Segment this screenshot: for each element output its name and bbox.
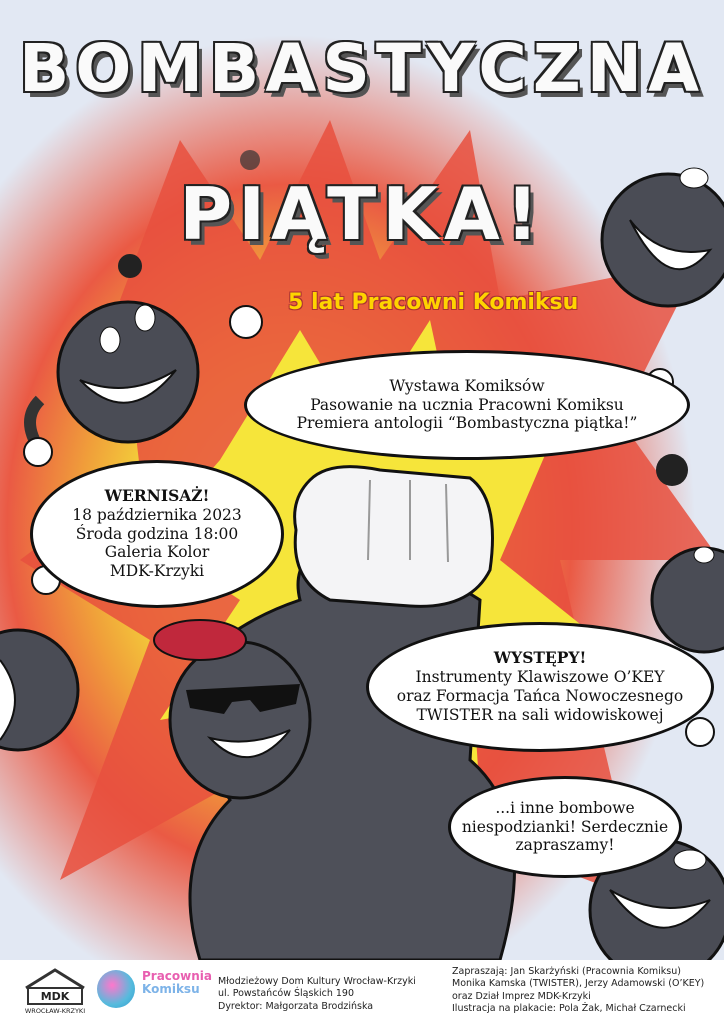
- mdk-logo-subtext: WROCŁAW-KRZYKI: [24, 1007, 86, 1015]
- opening-line: 18 października 2023: [72, 505, 242, 524]
- org-line: Młodzieżowy Dom Kultury Wrocław-Krzyki: [218, 976, 416, 987]
- credits-info: [452, 966, 704, 1015]
- mdk-logo-text: MDK: [40, 990, 70, 1003]
- speech-bubble-surprise: [448, 776, 682, 878]
- surprise-line: ...i inne bombowe: [495, 798, 635, 817]
- opening-line: Środa godzina 18:00: [75, 524, 239, 543]
- org-line: ul. Powstańców Śląskich 190: [218, 988, 354, 1000]
- organizer-info: [218, 976, 416, 1013]
- pracownia-logo: [142, 970, 212, 995]
- events-line: Wystawa Komiksów: [389, 376, 545, 395]
- circle-logo-icon: [97, 970, 135, 1008]
- pracownia-logo-top: Pracownia: [142, 969, 213, 983]
- credits-line: Zapraszają: Jan Skarżyński (Pracownia Komiksu): [452, 966, 681, 977]
- speech-bubble-events: [244, 350, 690, 460]
- speech-bubble-performances: [366, 622, 714, 752]
- surprise-line: niespodzianki! Serdecznie: [461, 817, 669, 836]
- credits-line: Ilustracja na plakacie: Pola Żak, Michał Czarnecki: [452, 1003, 686, 1015]
- speech-bubble-opening: [30, 460, 284, 608]
- title-line-2: PIĄTKA!: [179, 172, 545, 256]
- credits-line: oraz Dział Imprez MDK-Krzyki: [452, 990, 591, 1002]
- title-line-1: BOMBASTYCZNA: [18, 30, 706, 107]
- opening-line: MDK-Krzyki: [109, 562, 205, 581]
- performances-line: oraz Formacja Tańca Nowoczesnego: [396, 687, 684, 705]
- credits-line: Monika Kamska (TWISTER), Jerzy Adamowski (O’KEY): [452, 978, 705, 990]
- events-line: Pasowanie na ucznia Pracowni Komiksu: [310, 395, 624, 414]
- surprise-line: zapraszamy!: [515, 836, 615, 855]
- opening-line: Galeria Kolor: [104, 543, 210, 562]
- performances-line: TWISTER na sali widowiskowej: [416, 705, 664, 724]
- subtitle: 5 lat Pracowni Komiksu: [288, 290, 579, 315]
- opening-heading: WERNISAŻ!: [104, 485, 210, 505]
- performances-heading: WYSTĘPY!: [493, 648, 587, 668]
- performances-line: Instrumenty Klawiszowe O’KEY: [415, 668, 665, 687]
- events-line: Premiera antologii “Bombastyczna piątka!”: [296, 414, 638, 433]
- org-line: Dyrektor: Małgorzata Brodzińska: [218, 1000, 374, 1012]
- mdk-logo: [22, 966, 88, 1016]
- pracownia-logo-bottom: Komiksu: [142, 981, 200, 996]
